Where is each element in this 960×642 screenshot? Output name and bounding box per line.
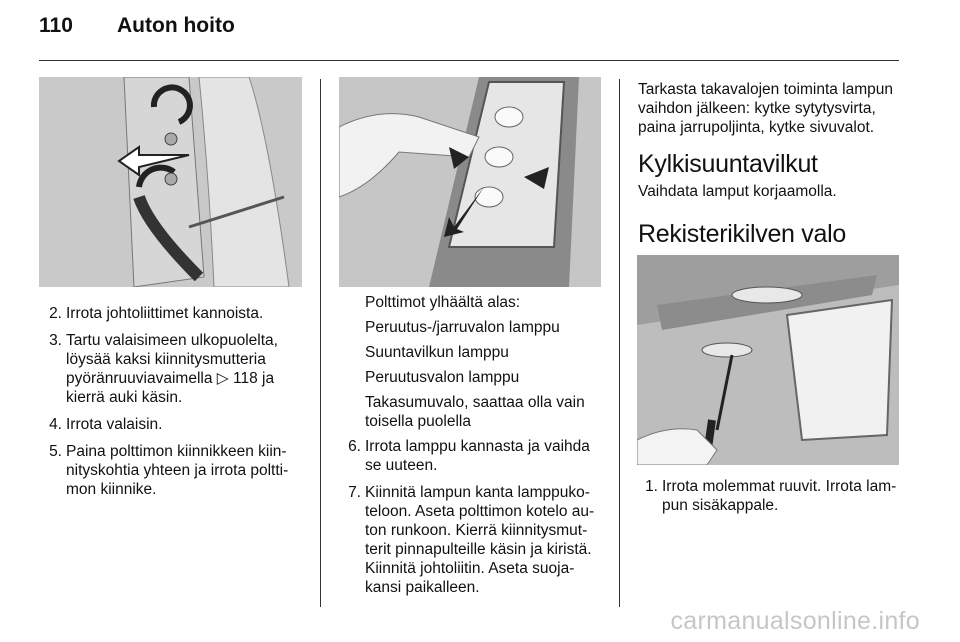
list-item: 1. Irrota molemmat ruuvit. Irrota lam-pun sisäkappale. — [645, 478, 897, 514]
list-item: 2. Irrota johtoliittimet kannoista. — [49, 305, 264, 322]
list-item: 7. Kiinnitä lampun kanta lamppuko-teloon. Aseta polttimon kotelo au-ton runkoon. Kierrä kiinnitysmut-terit pinnapulteille käsin ja kiristä. Kiinnitä johtoliitin. Aseta suoja-kansi paikalleen. — [348, 484, 595, 596]
bulb-item: Takasumuvalo, saattaa olla vain toisella puolella — [365, 394, 585, 430]
page-number: 110 — [39, 14, 73, 37]
bulb-item: Suuntavilkun lamppu — [365, 344, 509, 361]
column-divider — [619, 79, 620, 607]
illustration-lamp-removal — [39, 77, 302, 287]
list-item: 3. Tartu valaisimeen ulkopuolelta, löysää kaksi kiinnitysmutteria pyöränruuviavaimella ▷ 118 ja kierrä auki käsin. — [49, 332, 278, 406]
watermark: carmanualsonline.info — [670, 607, 920, 635]
check-text: Tarkasta takavalojen toiminta lampun vaihdon jälkeen: kytke sytytysvirta, paina jarrupoljinta, kytke sivuvalot. — [638, 81, 894, 136]
list-item: 4. Irrota valaisin. — [49, 416, 163, 433]
header-rule — [39, 60, 899, 61]
list-item: 6. Irrota lamppu kannasta ja vaihda se uuteen. — [348, 438, 590, 474]
side-indicator-text: Vaihdata lamput korjaamolla. — [638, 183, 837, 200]
illustration-bulb-holder — [339, 77, 601, 287]
page-reference-icon: ▷ — [216, 370, 229, 387]
list-item: 5. Paina polttimon kiinnikkeen kiin-nityskohtia yhteen ja irrota poltti-mon kiinnike. — [49, 443, 289, 498]
page-reference[interactable]: 118 — [233, 370, 258, 387]
column-divider — [320, 79, 321, 607]
column-3-steps — [638, 477, 902, 523]
page-title: Auton hoito — [117, 14, 235, 37]
bulb-item: Peruutusvalon lamppu — [365, 369, 520, 386]
column-2-text — [341, 293, 603, 605]
bulb-intro: Polttimot ylhäältä alas: — [365, 294, 521, 311]
side-indicator-heading: Kylkisuuntavilkut — [638, 150, 818, 178]
column-1-text — [42, 304, 304, 507]
plate-light-heading: Rekisterikilven valo — [638, 220, 846, 248]
illustration-license-plate-light — [637, 255, 899, 465]
bulb-item: Peruutus-/jarruvalon lamppu — [365, 319, 560, 336]
